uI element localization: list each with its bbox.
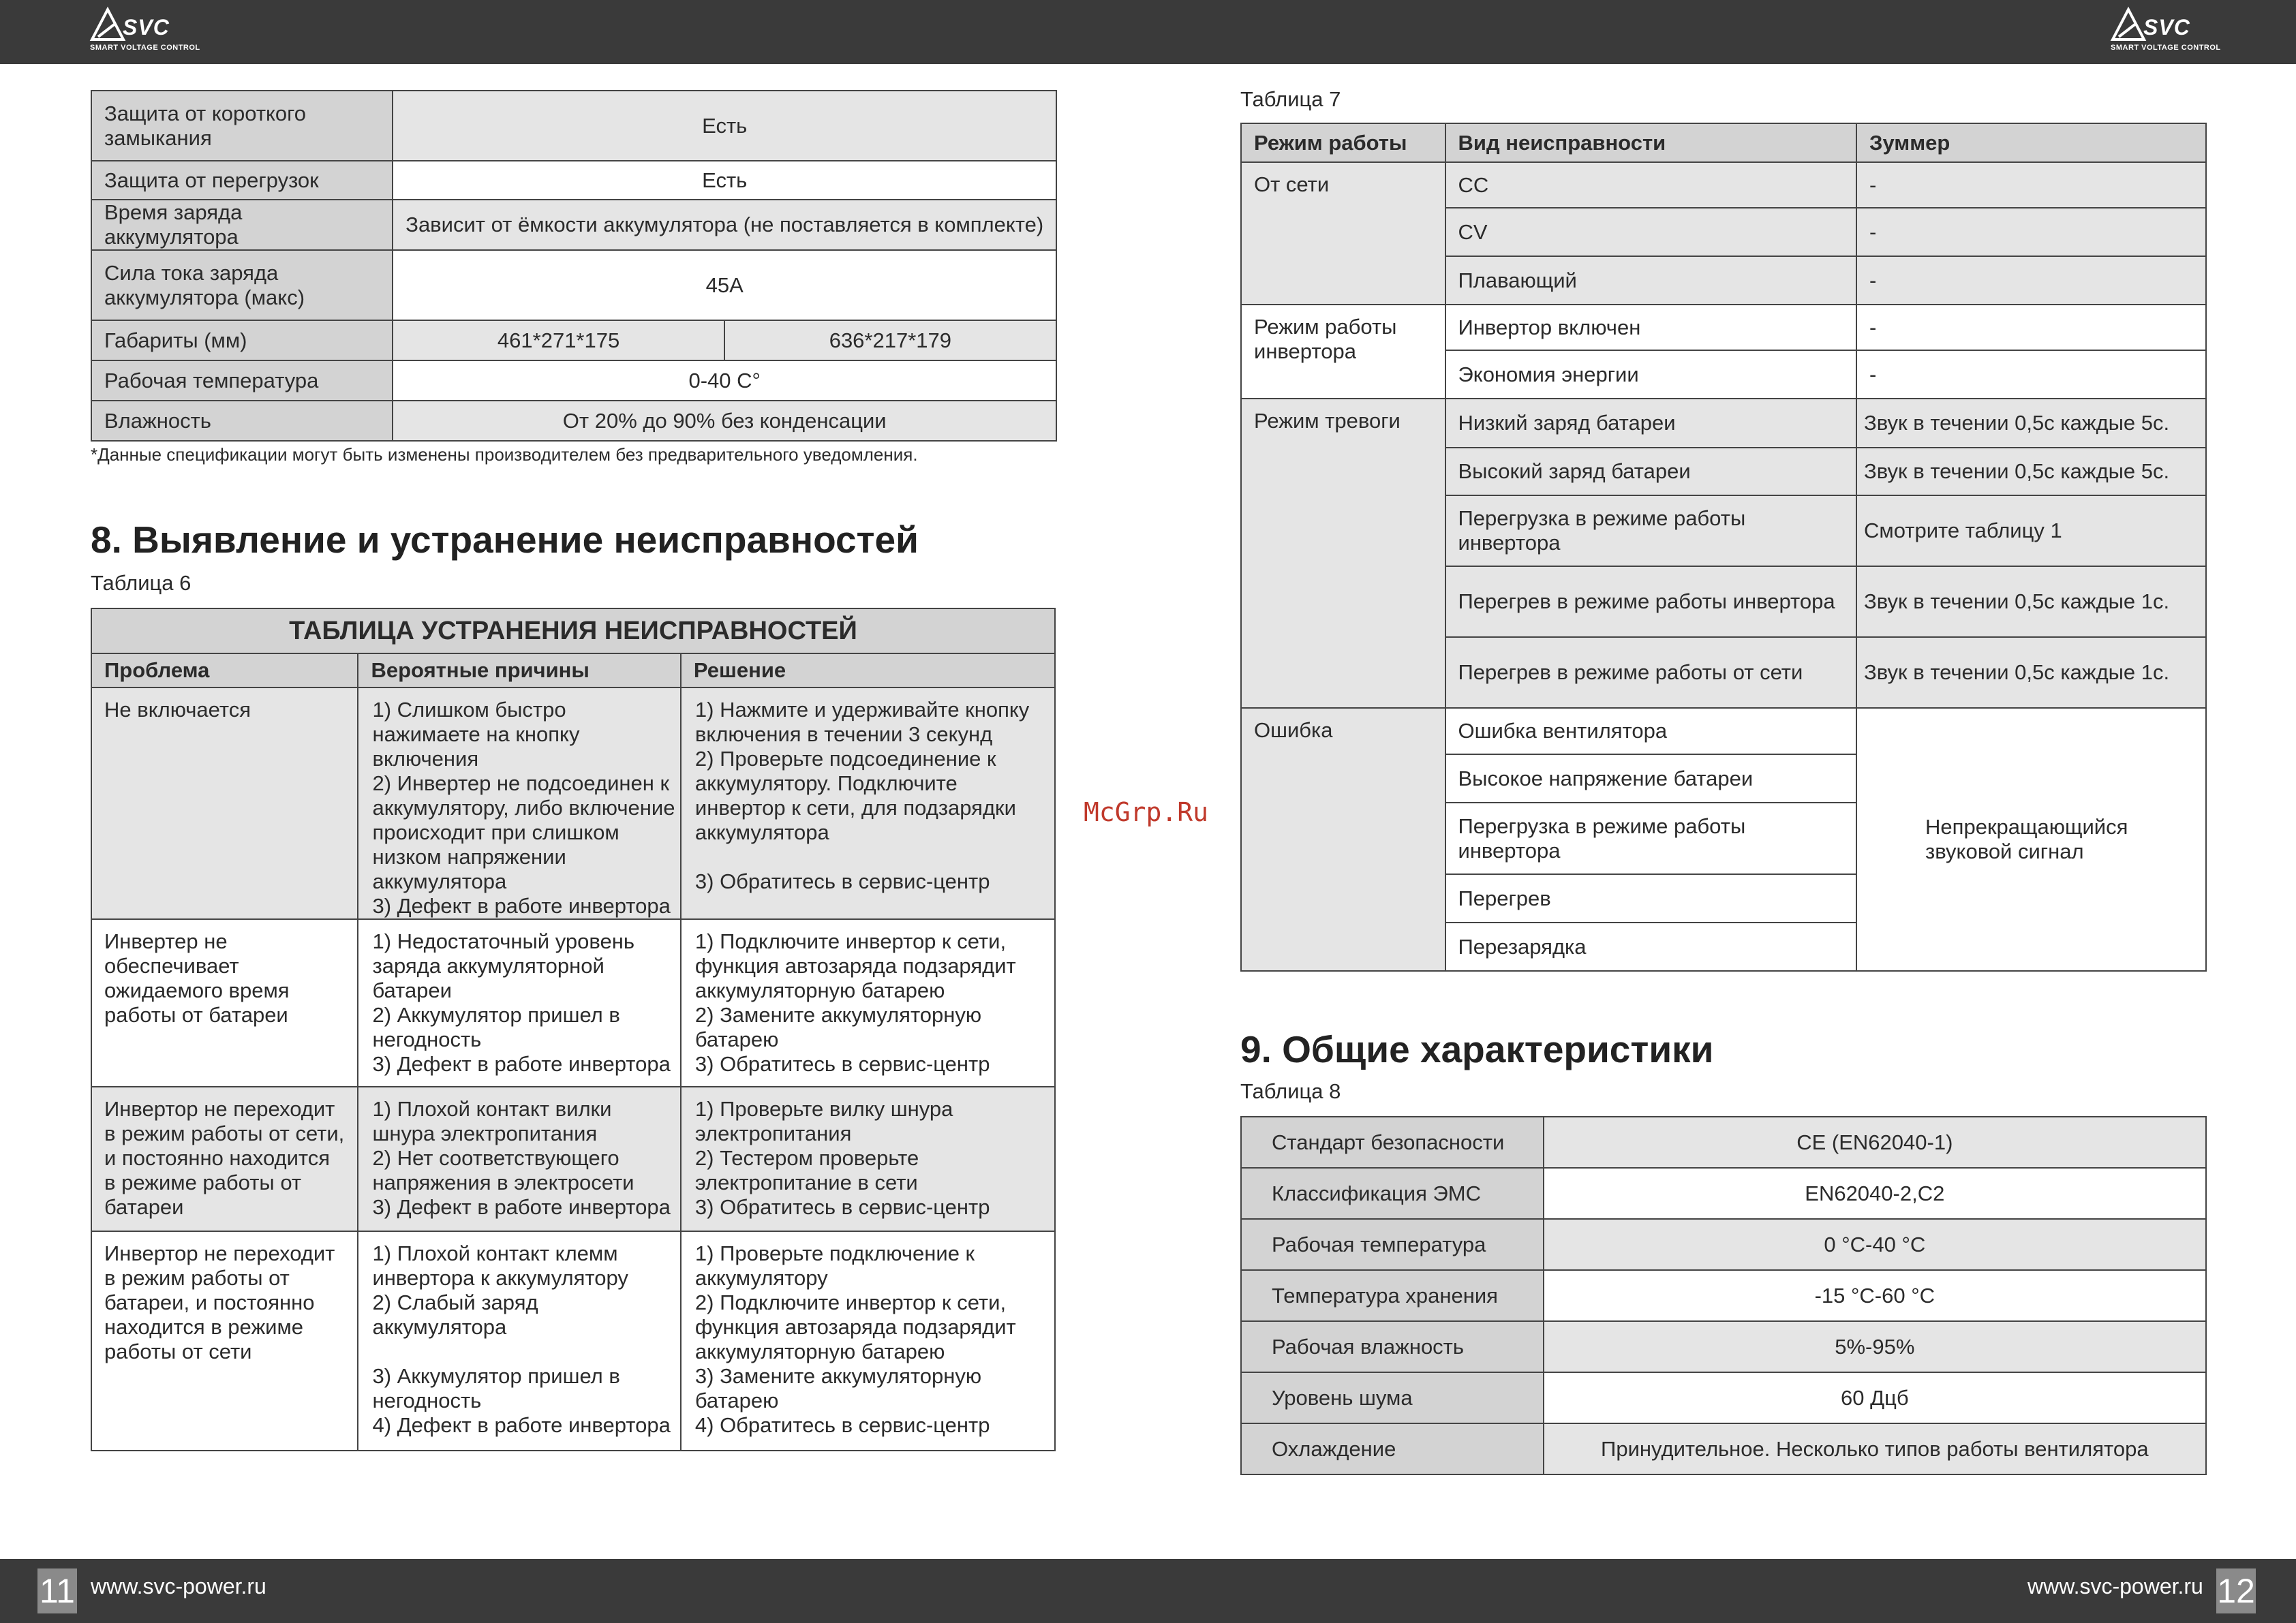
mode-cell: Режим тревоги xyxy=(1241,399,1445,708)
fault-cell: Перезарядка xyxy=(1445,923,1857,971)
footer-bar xyxy=(0,1559,2296,1623)
spec-label: Влажность xyxy=(91,401,393,441)
table-row xyxy=(91,1231,1055,1451)
spec-value: 0 °C-40 °C xyxy=(1544,1219,2206,1270)
mode-cell: Режим работы инвертора xyxy=(1241,305,1445,399)
problem-cell: Инвертор не переходит в режим работы от сети, и постоянно находится в режиме работы от батареи xyxy=(91,1087,358,1231)
solution-item: 3) Обратитесь в сервис-центр xyxy=(694,1195,990,1219)
fault-cell: Перегрев в режиме работы от сети xyxy=(1445,637,1857,708)
causes-cell xyxy=(358,1087,680,1231)
cause-item: 3) Аккумулятор пришел в негодность xyxy=(372,1364,620,1412)
troubleshooting-table-title: ТАБЛИЦА УСТРАНЕНИЯ НЕИСПРАВНОСТЕЙ xyxy=(91,608,1055,653)
cause-item: 2) Слабый заряд аккумулятора xyxy=(372,1290,538,1339)
solution-cell xyxy=(681,687,1055,919)
col-header-solution: Решение xyxy=(681,653,1055,687)
spec-value: 45A xyxy=(393,250,1056,320)
buzzer-table xyxy=(1240,123,2207,972)
spec-value: Зависит от ёмкости аккумулятора (не поставляется в комплекте) xyxy=(393,200,1056,250)
svc-logo-left xyxy=(89,5,198,55)
spec-note: *Данные спецификации могут быть изменены производителем без предварительного уведомления. xyxy=(91,444,918,465)
spec-value: Есть xyxy=(393,161,1056,200)
solution-item: 2) Подключите инвертор к сети, функция автозаряда подзарядит аккумуляторную батарею xyxy=(694,1290,1016,1363)
solution-item: 4) Обратитесь в сервис-центр xyxy=(694,1413,990,1437)
fault-cell: Перегрев в режиме работы инвертора xyxy=(1445,566,1857,637)
solution-item: 1) Проверьте вилку шнура электропитания xyxy=(694,1097,953,1145)
fault-cell: Перегрузка в режиме работы инвертора xyxy=(1445,803,1857,874)
solution-item: 2) Замените аккумуляторную батарею xyxy=(694,1003,982,1051)
col-header-buzzer: Зуммер xyxy=(1856,123,2206,162)
causes-cell xyxy=(358,687,680,919)
buzzer-cell: Звук в течении 0,5с каждые 1с. xyxy=(1856,566,2206,637)
svc-logo-right xyxy=(2109,5,2221,55)
buzzer-cell: - xyxy=(1856,162,2206,208)
solution-item: 3) Замените аккумуляторную батарею xyxy=(694,1364,982,1412)
problem-cell: Инвертер не обеспечивает ожидаемого время работы от батареи xyxy=(91,919,358,1087)
fault-cell: CC xyxy=(1445,162,1857,208)
brand-name: SVC xyxy=(123,15,170,40)
spec-value-2: 636*217*179 xyxy=(724,320,1056,360)
buzzer-cell: Смотрите таблицу 1 xyxy=(1856,495,2206,566)
spec-value: 5%-95% xyxy=(1544,1321,2206,1372)
col-header-problem: Проблема xyxy=(91,653,358,687)
table-row xyxy=(91,919,1055,1087)
fault-cell: CV xyxy=(1445,208,1857,256)
cause-item: 1) Плохой контакт вилки шнура электропитания xyxy=(372,1097,612,1145)
buzzer-cell: Звук в течении 0,5с каждые 5с. xyxy=(1856,448,2206,495)
table-row xyxy=(91,1087,1055,1231)
buzzer-cell: Звук в течении 0,5с каждые 5с. xyxy=(1856,399,2206,448)
col-header-mode: Режим работы xyxy=(1241,123,1445,162)
fault-cell: Низкий заряд батареи xyxy=(1445,399,1857,448)
buzzer-cell: - xyxy=(1856,208,2206,256)
solution-item: 1) Нажмите и удерживайте кнопку включения в течении 3 секунд xyxy=(694,698,1030,746)
spec-value: CE (EN62040-1) xyxy=(1544,1117,2206,1168)
section9-title: 9. Общие характеристики xyxy=(1240,1028,1714,1070)
solution-cell xyxy=(681,919,1055,1087)
solution-item: 2) Тестером проверьте электропитание в сети xyxy=(694,1146,919,1194)
fault-cell: Экономия энергии xyxy=(1445,350,1857,399)
cause-item: 1) Слишком быстро нажимаете на кнопку включения xyxy=(372,698,580,771)
spec-label: Габариты (мм) xyxy=(91,320,393,360)
solution-item: 1) Подключите инвертор к сети, функция автозаряда подзарядит аккумуляторную батарею xyxy=(694,929,1016,1002)
cause-item: 3) Дефект в работе инвертора xyxy=(372,1052,671,1076)
fault-cell: Инвертор включен xyxy=(1445,305,1857,350)
spec-table xyxy=(91,90,1057,442)
spec-value: Принудительное. Несколько типов работы вентилятора xyxy=(1544,1423,2206,1474)
cause-item: 4) Дефект в работе инвертора xyxy=(372,1413,671,1437)
spec-value: От 20% до 90% без конденсации xyxy=(393,401,1056,441)
spec-label: Уровень шума xyxy=(1241,1372,1544,1423)
cause-item: 2) Аккумулятор пришел в негодность xyxy=(372,1003,620,1051)
buzzer-cell: Звук в течении 0,5с каждые 1с. xyxy=(1856,637,2206,708)
fault-cell: Высокое напряжение батареи xyxy=(1445,754,1857,803)
col-header-causes: Вероятные причины xyxy=(358,653,680,687)
fault-cell: Перегрев xyxy=(1445,874,1857,923)
table8-caption: Таблица 8 xyxy=(1240,1079,1341,1103)
spec-value: EN62040-2,C2 xyxy=(1544,1168,2206,1219)
spec-value: -15 °C-60 °C xyxy=(1544,1270,2206,1321)
buzzer-cell: Непрекращающийся звуковой сигнал xyxy=(1856,708,2206,971)
buzzer-cell: - xyxy=(1856,350,2206,399)
spec-label: Время заряда аккумулятора xyxy=(91,200,393,250)
problem-cell: Не включается xyxy=(91,687,358,919)
fault-cell: Ошибка вентилятора xyxy=(1445,708,1857,754)
table-row xyxy=(91,687,1055,919)
fault-cell: Перегрузка в режиме работы инвертора xyxy=(1445,495,1857,566)
fault-cell: Плавающий xyxy=(1445,256,1857,305)
table6-caption: Таблица 6 xyxy=(91,571,192,595)
cause-item: 3) Дефект в работе инвертора xyxy=(372,1195,671,1219)
page-number-left: 11 xyxy=(37,1568,77,1613)
spec-label: Охлаждение xyxy=(1241,1423,1544,1474)
header-bar xyxy=(0,0,2296,64)
brand-tagline: SMART VOLTAGE CONTROL xyxy=(90,44,200,52)
solution-item: 1) Проверьте подключение к аккумулятору xyxy=(694,1241,975,1290)
page-number-right: 12 xyxy=(2216,1568,2256,1613)
spec-label: Температура хранения xyxy=(1241,1270,1544,1321)
col-header-fault: Вид неисправности xyxy=(1445,123,1857,162)
cause-item: 2) Инвертер не подсоединен к аккумулятору, либо включение происходит при слишком низком напряжении аккумулятора xyxy=(372,771,675,893)
cause-item: 3) Дефект в работе инвертора xyxy=(372,894,671,918)
solution-cell xyxy=(681,1087,1055,1231)
spec-label: Рабочая температура xyxy=(91,360,393,401)
spec-label: Сила тока заряда аккумулятора (макс) xyxy=(91,250,393,320)
spec-value: 60 Дцб xyxy=(1544,1372,2206,1423)
solution-item: 3) Обратитесь в сервис-центр xyxy=(694,869,990,893)
spec-label: Защита от перегрузок xyxy=(91,161,393,200)
solution-cell xyxy=(681,1231,1055,1451)
table7-caption: Таблица 7 xyxy=(1240,87,1341,111)
mode-cell: Ошибка xyxy=(1241,708,1445,971)
cause-item: 1) Плохой контакт клемм инвертора к аккумулятору xyxy=(372,1241,628,1290)
buzzer-cell: - xyxy=(1856,305,2206,350)
spec-label: Классификация ЭМС xyxy=(1241,1168,1544,1219)
watermark: McGrp.Ru xyxy=(1084,797,1209,827)
brand-tagline: SMART VOLTAGE CONTROL xyxy=(2111,44,2221,52)
fault-cell: Высокий заряд батареи xyxy=(1445,448,1857,495)
buzzer-cell: - xyxy=(1856,256,2206,305)
problem-cell: Инвертор не переходит в режим работы от батареи, и постоянно находится в режиме работы от сети xyxy=(91,1231,358,1451)
spec-label: Рабочая температура xyxy=(1241,1219,1544,1270)
section8-title: 8. Выявление и устранение неисправностей xyxy=(91,519,919,561)
spec-label: Рабочая влажность xyxy=(1241,1321,1544,1372)
spec-label: Защита от короткого замыкания xyxy=(91,91,393,161)
cause-item: 1) Недостаточный уровень заряда аккумуляторной батареи xyxy=(372,929,635,1002)
causes-cell xyxy=(358,919,680,1087)
solution-item: 2) Проверьте подсоединение к аккумулятору. Подключите инвертор к сети, для подзарядки аккумулятора xyxy=(694,747,1016,844)
cause-item: 2) Нет соответствующего напряжения в электросети xyxy=(372,1146,634,1194)
general-specs-table xyxy=(1240,1116,2207,1475)
spec-value: Есть xyxy=(393,91,1056,161)
footer-url-right[interactable]: www.svc-power.ru xyxy=(2027,1574,2203,1598)
solution-item: 3) Обратитесь в сервис-центр xyxy=(694,1052,990,1076)
brand-name: SVC xyxy=(2143,15,2190,40)
troubleshooting-table xyxy=(91,608,1056,1451)
spec-value: 461*271*175 xyxy=(393,320,724,360)
footer-url-left[interactable]: www.svc-power.ru xyxy=(91,1574,266,1598)
spec-value: 0-40 С° xyxy=(393,360,1056,401)
causes-cell xyxy=(358,1231,680,1451)
mode-cell: От сети xyxy=(1241,162,1445,305)
spec-label: Стандарт безопасности xyxy=(1241,1117,1544,1168)
